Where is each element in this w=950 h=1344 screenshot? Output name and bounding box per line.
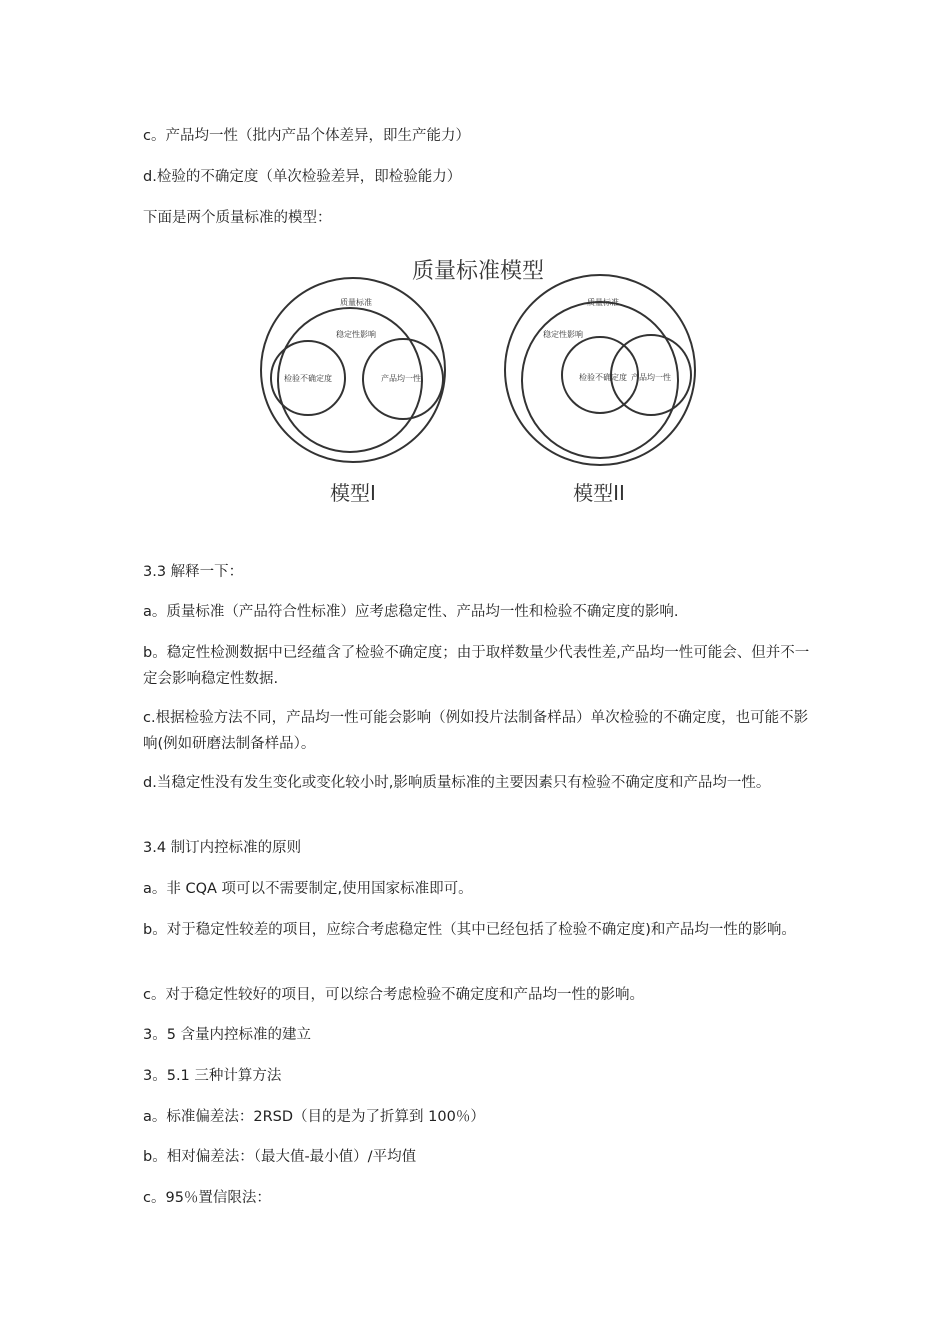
paragraph-3-5-1-a: a。标准偏差法：2RSD（目的是为了折算到 100％）	[143, 1109, 485, 1125]
model-1-right-label: 产品均一性	[381, 374, 421, 383]
paragraph-3-3-c: c.根据检验方法不同，产品均一性可能会影响（例如投片法制备样品）单次检验的不确定度，也可能不影响(例如研磨法制备样品）。	[143, 710, 809, 752]
paragraph-3-5-1-b: b。相对偏差法：（最大值-最小值）/平均值	[143, 1149, 417, 1165]
model-1-left-label: 检验不确定度	[284, 374, 332, 383]
quality-standard-model-figure	[253, 250, 713, 520]
section-3-4-heading: 3.4 制订内控标准的原则	[143, 840, 302, 856]
model-2-right-label: 产品均一性	[631, 373, 671, 382]
figure-title: 质量标准模型	[411, 259, 545, 284]
section-3-3-heading: 3.3 解释一下：	[143, 564, 244, 580]
paragraph-3-3-b: b。稳定性检测数据中已经蕴含了检验不确定度；由于取样数量少代表性差,产品均一性可能会、但并不一定会影响稳定性数据.	[143, 645, 810, 687]
section-3-5-heading: 3。5 含量内控标准的建立	[143, 1027, 312, 1043]
paragraph-d-uncertainty: d.检验的不确定度（单次检验差异，即检验能力）	[143, 169, 462, 185]
model-2-middle-label: 稳定性影响	[543, 330, 583, 339]
model-1-outer-label: 质量标准	[340, 298, 372, 307]
paragraph-3-5-1-c: c。95％置信限法：	[143, 1190, 271, 1206]
paragraph-3-4-b: b。对于稳定性较差的项目，应综合考虑稳定性（其中已经包括了检验不确定度)和产品均一性的影响。	[143, 922, 796, 938]
paragraph-c-uniformity: c。产品均一性（批内产品个体差异，即生产能力）	[143, 128, 470, 144]
model-2-caption: 模型II	[573, 481, 625, 505]
paragraph-3-4-c: c。对于稳定性较好的项目，可以综合考虑检验不确定度和产品均一性的影响。	[143, 987, 644, 1003]
paragraph-3-4-a: a。非 CQA 项可以不需要制定,使用国家标准即可。	[143, 881, 473, 897]
paragraph-models-intro: 下面是两个质量标准的模型：	[143, 210, 332, 226]
paragraph-3-3-d: d.当稳定性没有发生变化或变化较小时,影响质量标准的主要因素只有检验不确定度和产品均一性。	[143, 775, 771, 791]
model-1-middle-label: 稳定性影响	[336, 330, 376, 339]
section-3-5-1-heading: 3。5.1 三种计算方法	[143, 1068, 282, 1084]
model-2-outer-label: 质量标准	[587, 298, 619, 307]
model-2-left-label: 检验不确定度	[579, 373, 627, 382]
paragraph-3-3-a: a。质量标准（产品符合性标准）应考虑稳定性、产品均一性和检验不确定度的影响.	[143, 604, 679, 620]
model-1-caption: 模型I	[330, 481, 376, 505]
